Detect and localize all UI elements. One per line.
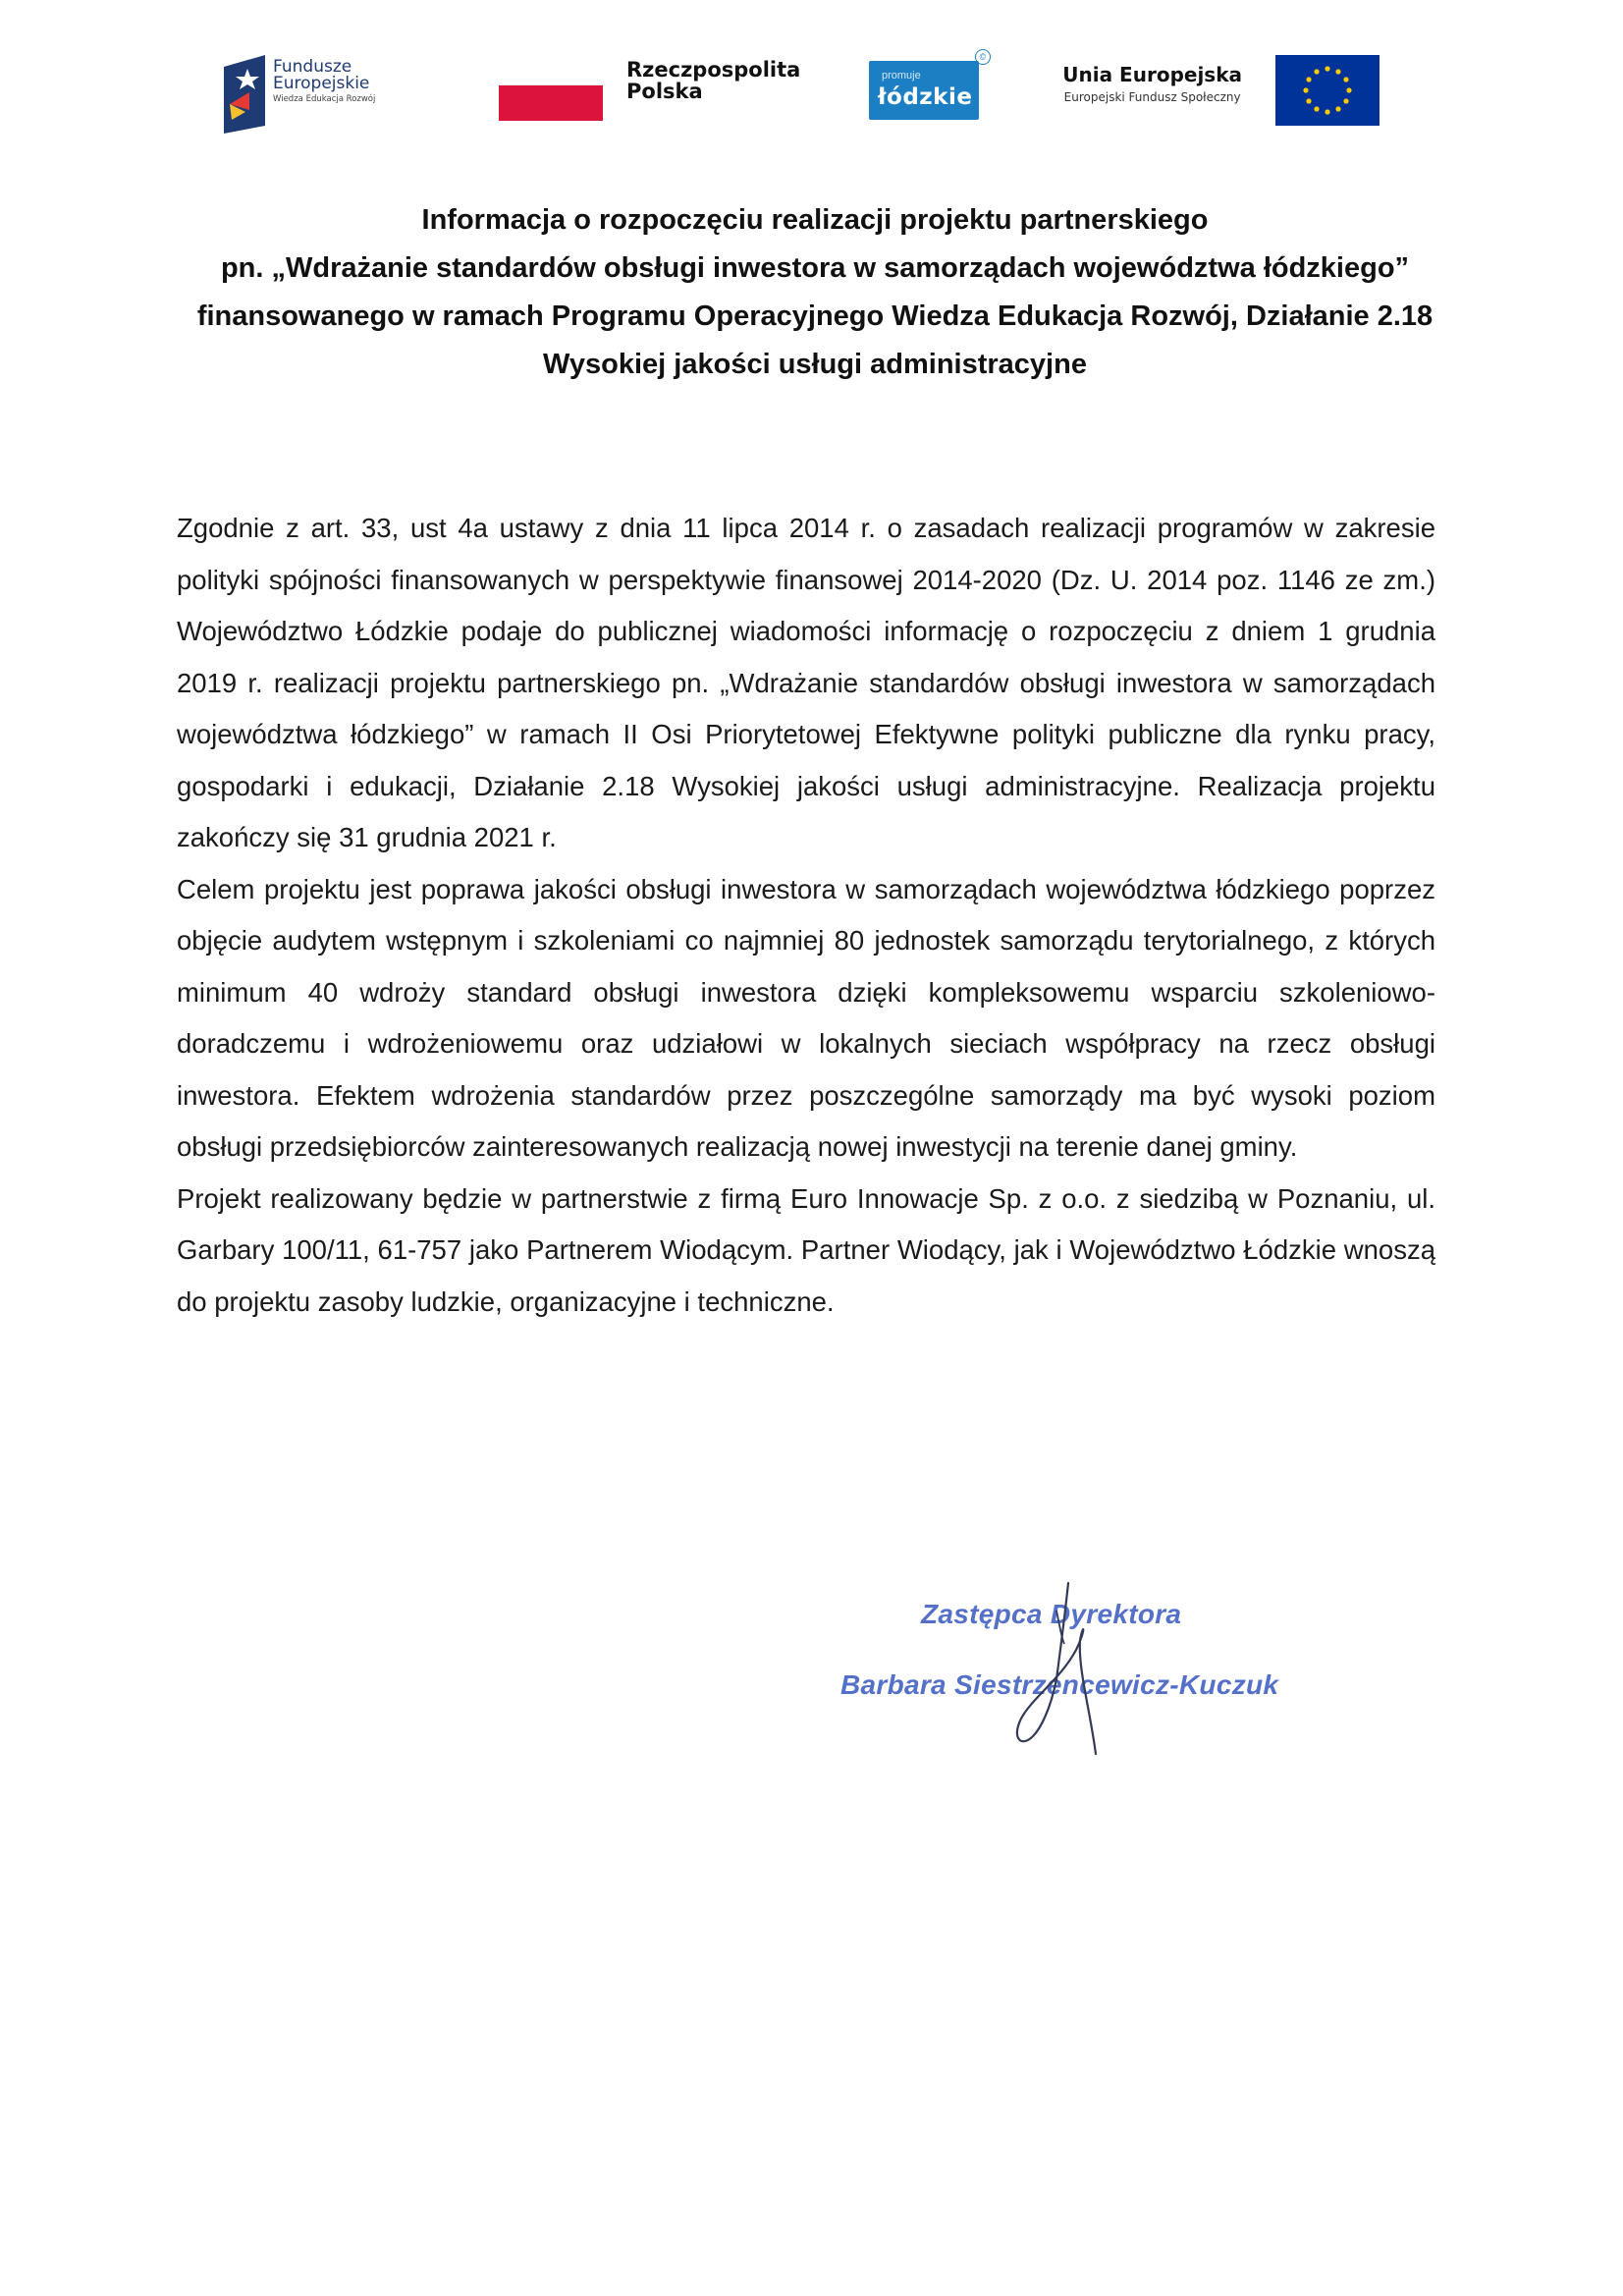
title-line-2: pn. „Wdrażanie standardów obsługi inwestora w samorządach województwa łódzkiego” [220, 252, 1410, 284]
fe-line-3: Wiedza Edukacja Rozwój [273, 94, 376, 104]
lodzkie-badge [869, 61, 979, 120]
title-line-3: finansowanego w ramach Programu Operacyjnego Wiedza Edukacja Rozwój, Działanie 2.18 [196, 301, 1434, 332]
ue-line-1: Unia Europejska [1062, 63, 1242, 86]
title-line-4: Wysokiej jakości usługi administracyjne [543, 349, 1087, 380]
unia-europejska-logo [1016, 49, 1380, 137]
body-paragraph-3: Projekt realizowany będzie w partnerstwie z firmą Euro Innowacje Sp. z o.o. z siedzibą w Poznaniu, ul. Garbary 100/11, 61-757 jako Partnerem Wiodącym. Partner Wiodący, jak i Województwo Łódzkie wnoszą do projektu zasoby ludzkie, organizacyjne i techniczne. [177, 1182, 1435, 1317]
signature-stamp [835, 1591, 1306, 1768]
rzeczpospolita-polska-logo [499, 49, 823, 137]
logo-bar [216, 49, 1380, 137]
handwritten-signature-icon [982, 1581, 1139, 1758]
eu-flag-icon [1275, 55, 1380, 126]
fe-line-1: Fundusze [273, 57, 352, 77]
eu-stars-icon [1275, 55, 1380, 126]
signature-name: Barbara Siestrzencewicz-Kuczuk [840, 1669, 1279, 1700]
rp-line-1: Rzeczpospolita [626, 58, 801, 82]
ue-line-2: Europejski Fundusz Społeczny [1063, 90, 1241, 104]
lodzkie-big-text: łódzkie [878, 84, 973, 110]
fundusze-europejskie-logo [216, 49, 422, 137]
polish-flag-icon [499, 84, 603, 121]
rp-line-2: Polska [626, 80, 703, 103]
fundusze-europejskie-star-icon [220, 55, 269, 134]
title-line-1: Informacja o rozpoczęciu realizacji projektu partnerskiego [421, 204, 1209, 236]
document-body [177, 503, 1435, 1328]
fe-line-2: Europejskie [273, 74, 370, 93]
document-title [137, 196, 1492, 389]
body-paragraph-1: Zgodnie z art. 33, ust 4a ustawy z dnia 11 lipca 2014 r. o zasadach realizacji programów w zakresie polityki spójności finansowanych w perspektywie finansowej 2014-2020 (Dz. U. 2014 poz. 1146 ze zm.) Województwo Łódzkie podaje do publicznej wiadomości informację o rozpoczęciu z dniem 1 grudnia 2019 r. realizacji projektu partnerskiego pn. „Wdrażanie standardów obsługi inwestora w samorządach województwa łódzkiego” w ramach II Osi Priorytetowej Efektywne polityki publiczne dla rynku pracy, gospodarki i edukacji, Działanie 2.18 Wysokiej jakości usługi administracyjne. Realizacja projektu zakończy się 31 grudnia 2021 r. [177, 513, 1435, 852]
signature-role: Zastępca Dyrektora [921, 1599, 1182, 1629]
body-paragraph-2: Celem projektu jest poprawa jakości obsługi inwestora w samorządach województwa łódzkiego poprzez objęcie audytem wstępnym i szkoleniami co najmniej 80 jednostek samorządu terytorialnego, z których minimum 40 wdroży standard obsługi inwestora dzięki kompleksowemu wsparciu szkoleniowo-doradczemu i wdrożeniowemu oraz udziałowi w lokalnych sieciach współpracy na rzecz obsługi inwestora. Efektem wdrożenia standardów przez poszczególne samorządy ma być wysoki poziom obsługi przedsiębiorców zainteresowanych realizacją nowej inwestycji na terenie danej gminy. [177, 873, 1435, 1162]
copyright-icon: © [975, 49, 991, 65]
lodzkie-small-text: promuje [882, 70, 921, 82]
promuje-lodzkie-logo [869, 49, 987, 137]
